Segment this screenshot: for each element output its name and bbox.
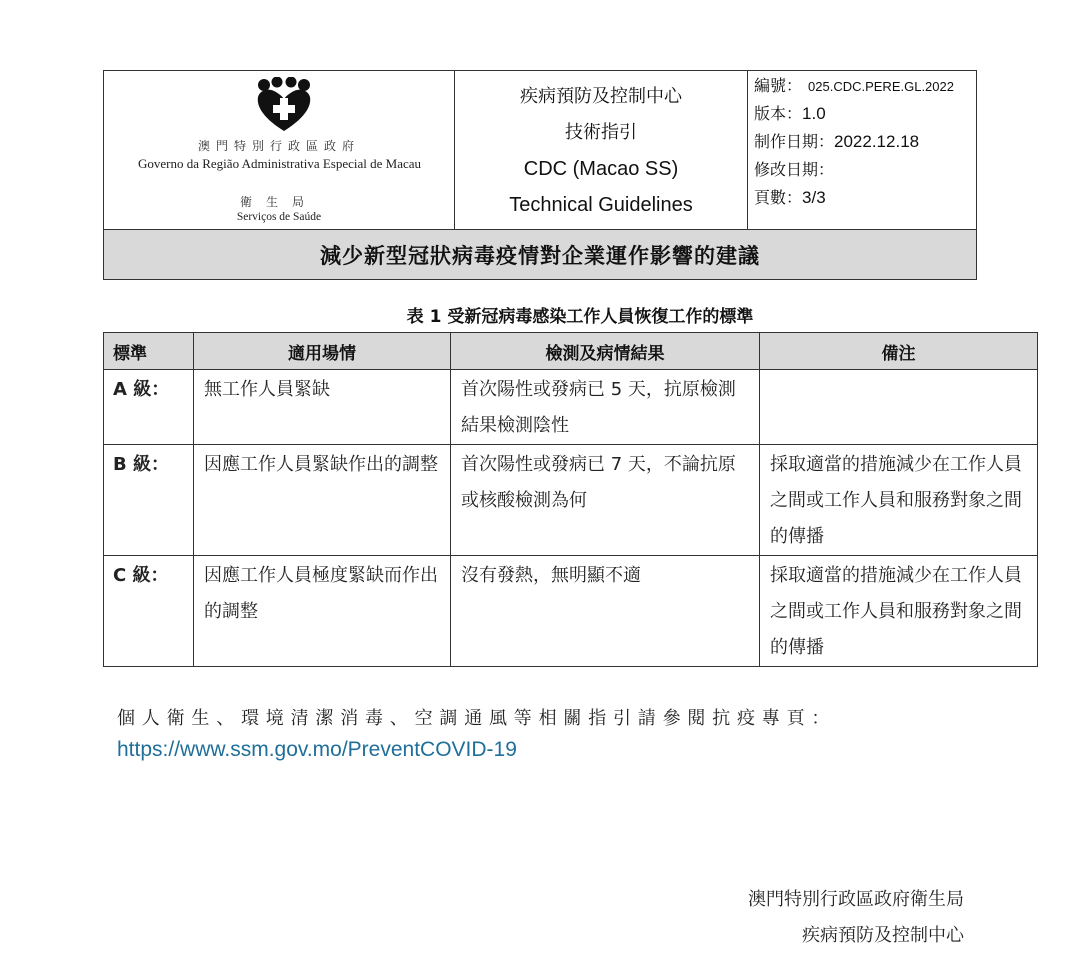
table-row	[104, 556, 1038, 667]
doc-pages: 頁數：3/3	[754, 188, 826, 207]
gov-name-pt: Governo da Região Administrativa Especial de Macau	[137, 156, 422, 171]
doc-code: 編號： 025.CDC.PERE.GL.2022	[754, 76, 954, 95]
scenario-cell: 無工作人員緊缺	[194, 370, 451, 445]
table-row	[104, 445, 1038, 556]
table-header-row	[104, 333, 1038, 370]
document-header	[103, 70, 977, 280]
col-header-standard: 標準	[104, 333, 194, 370]
table-row	[104, 370, 1038, 445]
dept-name-pt: Serviços de Saúde	[236, 211, 322, 223]
gov-name-zh: 澳門特別行政區政府	[197, 139, 360, 153]
col-header-remark: 備注	[760, 333, 1038, 370]
doc-revised-date: 修改日期：	[754, 160, 835, 179]
return-to-work-table	[103, 332, 1038, 667]
result-cell: 首次陽性或發病已 7 天，不論抗原或核酸檢測為何	[451, 445, 760, 556]
result-cell: 沒有發熱，無明顯不適	[451, 556, 760, 667]
col-header-scenario: 適用場情	[194, 333, 451, 370]
level-cell: A 級：	[104, 370, 194, 445]
reference-note: 個人衛生、環境清潔消毒、空調通風等相關指引請參閱抗疫專頁：	[117, 708, 837, 729]
level-cell: B 級：	[104, 445, 194, 556]
dept-name-zh: 衛生局	[239, 195, 318, 209]
title-cell	[455, 71, 748, 229]
result-cell: 首次陽性或發病已 5 天，抗原檢測結果檢測陰性	[451, 370, 760, 445]
doc-made-date: 制作日期：2022.12.18	[754, 132, 920, 151]
ssm-logo-icon	[254, 77, 314, 133]
center-name: 疾病預防及控制中心	[520, 86, 682, 107]
doc-type-en: Technical Guidelines	[509, 194, 693, 216]
scenario-cell: 因應工作人員緊缺作出的調整	[194, 445, 451, 556]
remark-cell: 採取適當的措施減少在工作人員之間或工作人員和服務對象之間的傳播	[760, 556, 1038, 667]
center-name-en: CDC (Macao SS)	[523, 158, 679, 180]
scenario-cell: 因應工作人員極度緊缺而作出的調整	[194, 556, 451, 667]
remark-cell	[760, 370, 1038, 445]
doc-version: 版本：1.0	[754, 104, 826, 123]
signature-department: 澳門特別行政區政府衛生局	[748, 889, 964, 910]
meta-cell	[748, 71, 976, 229]
remark-cell: 採取適當的措施減少在工作人員之間或工作人員和服務對象之間的傳播	[760, 445, 1038, 556]
issuer-cell	[104, 71, 455, 229]
level-cell: C 級：	[104, 556, 194, 667]
col-header-result: 檢測及病情結果	[451, 333, 760, 370]
table-caption: 表 1 受新冠病毒感染工作人員恢復工作的標準	[406, 307, 754, 327]
signature-center: 疾病預防及控制中心	[802, 925, 964, 946]
prevent-covid-link[interactable]: https://www.ssm.gov.mo/PreventCOVID-19	[117, 738, 517, 761]
banner-title: 減少新型冠狀病毒疫情對企業運作影響的建議	[104, 229, 976, 279]
doc-type: 技術指引	[565, 122, 637, 143]
